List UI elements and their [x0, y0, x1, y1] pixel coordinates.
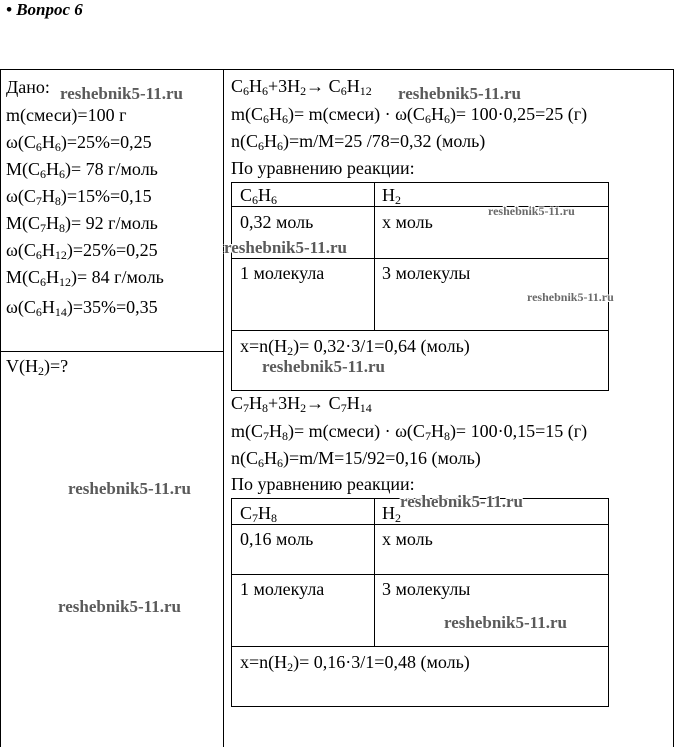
by-reaction-1: По уравнению реакции:: [231, 158, 415, 178]
given-line-M-cyclohexane: $M(C_6H_{12})= 84$ г/моль: [6, 267, 164, 289]
mass-benzene: $m(C_6H_6)=$ m(смеси) · $\omega(C_6H_6)= 100\cdot 0,25=25$ (г): [231, 104, 588, 126]
watermark: reshebnik5-11.ru: [488, 204, 575, 218]
t1-top: [231, 182, 609, 183]
t2-bottom: [231, 706, 609, 707]
watermark: reshebnik5-11.ru: [398, 84, 521, 103]
question-title: • Вопрос 6: [6, 0, 83, 19]
column-divider: [223, 69, 224, 747]
given-line-mix: m(смеси)=100 г: [6, 105, 127, 125]
watermark: reshebnik5-11.ru: [444, 613, 567, 632]
watermark: reshebnik5-11.ru: [58, 597, 181, 616]
t1-left: [231, 182, 232, 391]
t2-cell-molecule: 1 молекула: [240, 579, 325, 599]
t1-cell-molecules: 3 молекулы: [382, 263, 471, 283]
watermark: reshebnik5-11.ru: [224, 238, 347, 257]
by-reaction-2: По уравнению реакции:: [231, 474, 415, 494]
equation-benzene: $C_6H_6+3H_2\to C_6H_{12}$: [231, 76, 372, 98]
t1-header-hydrogen: $H_2$: [382, 185, 401, 207]
t1-cell-x-moles: x моль: [382, 212, 433, 232]
t2-header-hydrogen: $H_2$: [382, 503, 401, 525]
t2-result: $x=n(H_2)= 0,16\cdot 3/1=0,48$ (моль): [240, 652, 470, 674]
outer-top-border: [0, 69, 674, 70]
watermark: reshebnik5-11.ru: [527, 290, 614, 304]
t2-header-toluene: $C_7H_8$: [240, 503, 278, 525]
t1-result: $x=n(H_2)= 0,32\cdot 3/1=0,64$ (моль): [240, 336, 470, 358]
t1-bottom: [231, 390, 609, 391]
t2-right: [608, 498, 609, 707]
t1-cell-moles: 0,32 моль: [240, 212, 314, 232]
given-line-w-hexane: $\omega(C_6H_{14})=35\%=0,35$: [6, 297, 158, 319]
equation-toluene: $C_7H_8+3H_2\to C_7H_{14}$: [231, 393, 372, 415]
t1-cell-molecule: 1 молекула: [240, 263, 325, 283]
t2-row3: [231, 646, 609, 647]
t2-cell-x-moles: x моль: [382, 529, 433, 549]
watermark: reshebnik5-11.ru: [262, 357, 385, 376]
outer-left-border: [0, 69, 1, 747]
t2-cell-molecules: 3 молекулы: [382, 579, 471, 599]
t1-header-benzene: $C_6H_6$: [240, 185, 278, 207]
given-line-M-benzene: $M(C_6H_6)= 78$ г/моль: [6, 159, 158, 181]
moles-toluene: $n(C_6H_6)=m/M=15/92=0,16$ (моль): [231, 448, 481, 470]
t2-left: [231, 498, 232, 707]
given-line-w-benzene: $\omega(C_6H_6)=25\%=0,25$: [6, 132, 152, 154]
t2-row1: [231, 524, 609, 525]
mass-toluene: $m(C_7H_8)=$ m(смеси) · $\omega(C_7H_8)= 100\cdot 0,15=15$ (г): [231, 421, 588, 443]
given-line-w-toluene: $\omega(C_7H_8)=15\%=0,15$: [6, 186, 152, 208]
t1-mid: [374, 182, 375, 330]
t2-mid: [374, 498, 375, 646]
watermark: reshebnik5-11.ru: [60, 84, 183, 103]
t1-row3: [231, 330, 609, 331]
watermark: reshebnik5-11.ru: [68, 479, 191, 498]
given-find-divider: [0, 351, 224, 352]
t1-right: [608, 182, 609, 391]
given-label: Дано:: [6, 77, 50, 97]
find-line: $V(H_2)=$?: [6, 356, 69, 378]
given-line-w-cyclohexane: $\omega(C_6H_{12})=25\%=0,25$: [6, 240, 158, 262]
moles-benzene: $n(C_6H_6)=m/M=25$ /78=0,32 (моль): [231, 131, 486, 153]
t2-cell-moles: 0,16 моль: [240, 529, 314, 549]
watermark: reshebnik5-11.ru: [400, 492, 523, 511]
t1-row2: [231, 258, 609, 259]
given-line-M-toluene: $M(C_7H_8)= 92$ г/моль: [6, 213, 158, 235]
t2-row2: [231, 574, 609, 575]
